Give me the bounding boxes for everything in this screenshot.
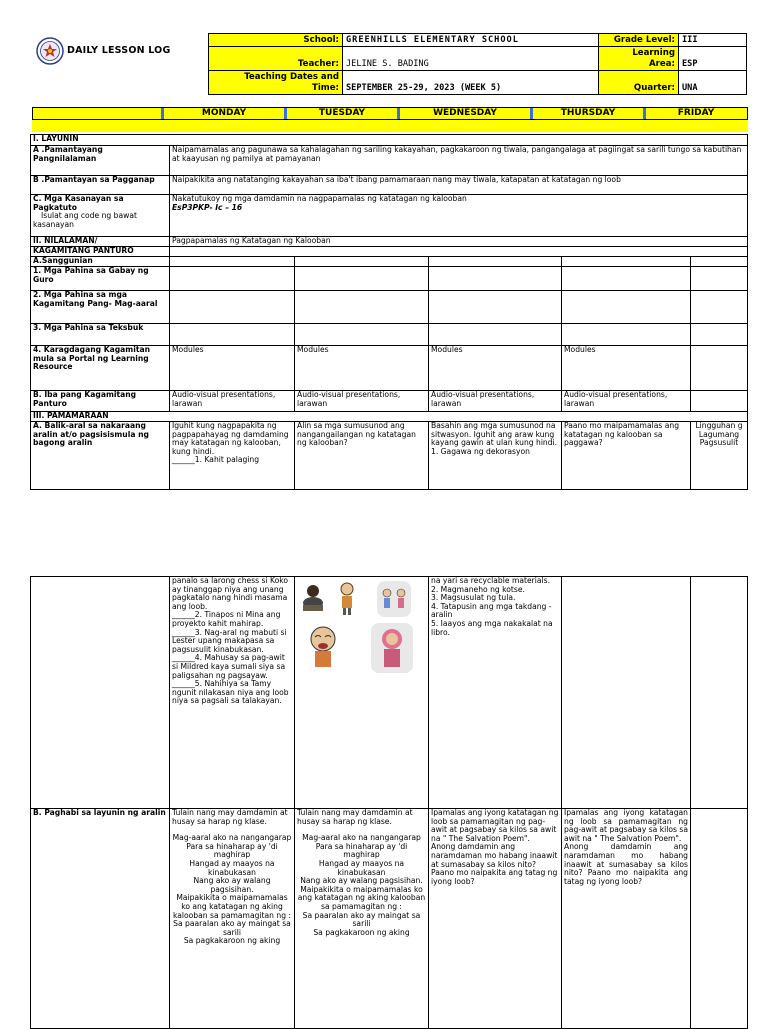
empty-cell: [170, 324, 295, 346]
sanggunian-label: A.Sanggunian: [31, 257, 170, 267]
kasanayan-label: C. Mga Kasanayan sa Pagkatuto: [33, 194, 124, 212]
wednesday-balik-aral: Basahin ang mga sumusunod na sitwasyon. Iguhit ang araw kung kayang gawin at ulan kung hindi. 1. Gagawa ng dekorasyon: [429, 422, 562, 490]
empty-cell: [31, 577, 170, 809]
empty-cell: [170, 257, 295, 267]
day-wednesday: WEDNESDAY: [433, 108, 497, 118]
pamantayang-text: Naipamamalas ang pagunawa sa kahalagahan ng sariling kakayahan, pagkakaroon ng tiwala, pangangalaga at pagiingat sa sarili tungo sa kabutihan at kaayusan ng pamilya at pamayanan: [170, 146, 748, 176]
thursday-balik-aral: Paano mo maipamamalas ang katatagan ng kalooban sa paggawa?: [562, 422, 691, 490]
wednesday-balik-aral-continued: na yari sa recyclable materials. 2. Magmaneho ng kotse. 3. Magsusulat ng tula. 4. Tatapusin ang mga takdang -aralin 5. Iaayos ang mga nakakalat na libro.: [429, 577, 562, 809]
grade-label: Grade Level:: [599, 34, 679, 47]
monday-balik-aral: Iguhit kung nagpapakita ng pagpapahayag ng damdaming may katatagan ng kalooban, kung hindi. ______1. Kahit palaging: [170, 422, 295, 490]
kasanayan-cell-content: [170, 195, 748, 237]
monday-poem-cell: [170, 809, 295, 1029]
days-header-bar: [32, 107, 748, 120]
grade-value: III: [679, 34, 747, 47]
empty-cell: [170, 267, 295, 291]
empty-cell: [691, 391, 748, 412]
day-thursday: THURSDAY: [560, 108, 616, 118]
lesson-table-page1: [30, 134, 748, 490]
empty-cell: [295, 291, 429, 324]
pamantayang-label: A .Pamantayang Pangnilalaman: [31, 146, 170, 176]
yellow-band: [32, 120, 748, 132]
tuesday-balik-aral: Alin sa mga sumusunod ang nangangailangan ng katatagan ng kalooban?: [295, 422, 429, 490]
section-layunin: I. LAYUNIN: [31, 135, 748, 146]
audio-visual-thursday: Audio-visual presentations, larawan: [562, 391, 691, 412]
modules-monday: Modules: [170, 346, 295, 391]
empty-cell: [562, 577, 691, 809]
pagganap-label: B .Pamantayan sa Pagganap: [31, 176, 170, 195]
kasanayan-text: Nakatutukoy ng mga damdamin na nagpapamalas ng katatagan ng kalooban: [172, 194, 467, 203]
kasanayan-cell: [31, 195, 170, 237]
balik-aral-label: A. Balik-aral sa nakaraang aralin at/o pagsisismula ng bagong aralin: [31, 422, 170, 490]
empty-cell: [562, 291, 691, 324]
teacher-label: Teacher:: [209, 47, 343, 71]
empty-cell: [295, 324, 429, 346]
dates-value: SEPTEMBER 25-29, 2023 (WEEK 5): [343, 71, 599, 95]
monday-balik-aral-continued: panalo sa larong chess si Koko ay tinanggap niya ang unang pagkatalo nang hindi masama ang loob. ______2. Tinapos ni Mina ang proyekto kahit mahirap. ______3. Nag-aral ng mabuti si Lester upang makapasa sa pagsusulit kinabukasan. ______4. Mahusay sa pag-awit si Mildred kaya sumali siya sa paligsahan ng pagsayaw. ______5. Nahihiya sa Tamy ngunit nilakasan niya ang loob niya sa pagsali sa talakayan.: [170, 577, 295, 809]
dates-label-2: Time:: [311, 82, 339, 93]
empty-cell: [429, 257, 562, 267]
thursday-paghabi: Ipamalas ang iyong katatagan ng loob sa pamamagitan ng pag-awit at pagsabay sa kilos sa awit na " The Salvation Poem". Anong damdamin ang naramdaman mo habang inaawit at sumasabay sa kilos nito? Paano mo naipakita ang tatag ng iyong loob?: [562, 809, 691, 1029]
dates-label: [209, 71, 343, 95]
deped-seal-icon: [36, 37, 64, 65]
empty-cell: [691, 257, 748, 267]
empty-cell: [429, 324, 562, 346]
teacher-value: JELINE S. BADING: [343, 47, 599, 71]
day-tuesday: TUESDAY: [318, 108, 366, 118]
nilalaman-text: Pagpapamalas ng Katatagan ng Kalooban: [170, 237, 748, 247]
teksbuk-label: 3. Mga Pahina sa Teksbuk: [31, 324, 170, 346]
kagamitan-empty: [170, 247, 748, 257]
quarter-label: Quarter:: [599, 71, 679, 95]
nilalaman-label: II. NILALAMAN/: [31, 237, 170, 247]
empty-cell: [691, 577, 748, 809]
monday-poem: Mag-aaral ako na nangangarap Para sa hinaharap ay 'di maghirap Hangad ay maayos na kinabukasan Nang ako ay walang pagsisihan. Maipakikita o maipamamalas ko ang katatagan ng aking kalooban sa pamamagitan ng : Sa paaralan ako ay maingat sa sarili Sa pagkakaroon ng aking: [172, 833, 292, 946]
empty-cell: [691, 267, 748, 291]
paghabi-label: B. Paghabi sa layunin ng aralin: [31, 809, 170, 1029]
dates-label-1: Teaching Dates and: [244, 71, 339, 82]
school-label: School:: [209, 34, 343, 47]
empty-cell: [429, 267, 562, 291]
log-title: DAILY LESSON LOG: [67, 45, 171, 56]
friday-balik-aral: Lingguhan g Lagumang Pagsusulit: [691, 422, 748, 490]
empty-cell: [170, 291, 295, 324]
wednesday-paghabi: Ipamalas ang iyong katatagan ng loob sa pamamagitan ng pag-awit at pagsabay sa kilos sa awit na " The Salvation Poem". Anong damdamin ang naramdaman mo habang inaawit at sumasabay sa kilos nito? Paano mo naipakita ang tatag ng iyong loob?: [429, 809, 562, 1029]
school-value: GREENHILLS ELEMENTARY SCHOOL: [343, 34, 599, 47]
tuesday-poem-cell: [295, 809, 429, 1029]
empty-cell: [562, 257, 691, 267]
empty-cell: [562, 267, 691, 291]
tuesday-poem: Mag-aaral ako na nangangarap Para sa hinaharap ay 'di maghirap Hangad ay maayos na kinabukasan Nang ako ay walang pagsisihan. Maipakikita o maipamamalas ko ang katatagan ng aking kalooban sa pamamagitan ng : Sa paaralan ako ay maingat sa sarili Sa pagkakaroon ng aking: [297, 833, 426, 937]
header-info-table: [208, 33, 747, 95]
audio-visual-monday: Audio-visual presentations, larawan: [170, 391, 295, 412]
day-monday: MONDAY: [201, 108, 247, 118]
pagganap-text: Naipakikita ang natatanging kakayahan sa iba't ibang pamamaraan nang may tiwala, katapatan at katatagan ng loob: [170, 176, 748, 195]
learning-area-label-1: Learning: [632, 47, 675, 58]
children-emotions-illustration-icon: [297, 579, 425, 679]
empty-cell: [295, 257, 429, 267]
audio-visual-tuesday: Audio-visual presentations, larawan: [295, 391, 429, 412]
empty-cell: [691, 324, 748, 346]
modules-wednesday: Modules: [429, 346, 562, 391]
kasanayan-code: EsP3PKP- Ic – 16: [172, 202, 243, 212]
kagamitan-label: KAGAMITANG PANTURO: [31, 247, 170, 257]
iba-pang-label: B. Iba pang Kagamitang Panturo: [31, 391, 170, 412]
learning-area-value: ESP: [679, 47, 747, 71]
emotions-illustration-cell: [295, 577, 429, 809]
monday-poem-intro: Tulain nang may damdamin at husay sa harap ng klase.: [172, 808, 288, 826]
modules-tuesday: Modules: [295, 346, 429, 391]
karagdagang-label: 4. Karagdagang Kagamitan mula sa Portal ng Learning Resource: [31, 346, 170, 391]
kasanayan-note: Isulat ang code ng bawat kasanayan: [33, 211, 137, 229]
kagamitang-pang-label: 2. Mga Pahina sa mga Kagamitang Pang- Mag-aaral: [31, 291, 170, 324]
empty-cell: [429, 291, 562, 324]
learning-area-label: [599, 47, 679, 71]
empty-cell: [562, 324, 691, 346]
empty-cell: [691, 346, 748, 391]
quarter-value: UNA: [679, 71, 747, 95]
lesson-table-page2: [30, 576, 748, 1029]
day-friday: FRIDAY: [677, 108, 715, 118]
learning-area-label-2: Area:: [649, 58, 675, 69]
section-pamamaraan: III. PAMAMARAAN: [31, 412, 748, 422]
tuesday-poem-intro: Tulain nang may damdamin at husay sa harap ng klase.: [297, 808, 413, 826]
empty-cell: [295, 267, 429, 291]
empty-cell: [691, 291, 748, 324]
audio-visual-wednesday: Audio-visual presentations, larawan: [429, 391, 562, 412]
modules-thursday: Modules: [562, 346, 691, 391]
empty-cell: [691, 809, 748, 1029]
gabay-label: 1. Mga Pahina sa Gabay ng Guro: [31, 267, 170, 291]
